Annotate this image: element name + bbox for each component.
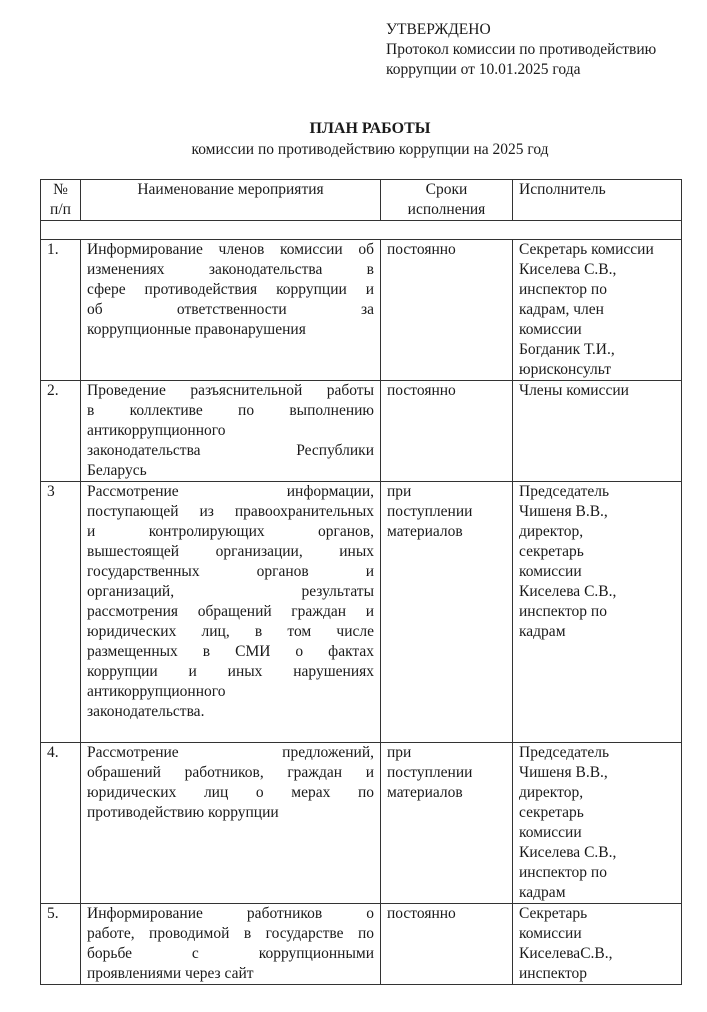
activity-line: проявлениями через сайт [87,965,254,982]
executor-line: кадрам, член [519,301,604,318]
activity-line: антикоррупционного [87,422,226,439]
executor-line: инспектор по [519,864,607,881]
executor-line: Киселева С.В., [519,844,617,861]
executor-line: комиссии [519,925,582,942]
executor-line: директор, [519,784,584,801]
activity-line: и контролирующих органов, [87,523,374,540]
activity-line: Беларусь [87,462,147,479]
row-number: 2. [41,381,81,482]
header-number: № п/п [41,180,81,221]
table-row [41,904,682,985]
executor-line: юрисконсульт [519,361,612,378]
term-line: постоянно [387,382,456,399]
row-term [381,904,513,985]
executor-line: директор, [519,523,584,540]
document-title: ПЛАН РАБОТЫ [309,120,431,137]
row-executor [513,904,682,985]
row-executor [513,240,682,381]
activity-line: рассмотрения обращений граждан и [87,603,374,620]
activity-line: вышестоящей организации, иных [87,543,374,560]
approval-line-2: коррупции от 10.01.2025 года [386,61,581,78]
executor-line: инспектор по [519,603,607,620]
table-row [41,381,682,482]
executor-line: Председатель [519,483,610,500]
activity-line: изменениях законодательства в [87,261,374,278]
row-number: 1. [41,240,81,381]
row-activity [81,240,381,381]
row-activity [81,482,381,743]
executor-line: Киселева С.В., [519,261,617,278]
term-line: постоянно [387,241,456,258]
activity-line: юридических лиц, в том числе [87,623,374,640]
activity-line: юридических лиц о мерах по [87,784,374,801]
activity-line: антикоррупционного [87,683,226,700]
activity-line: законодательства Республики [87,442,374,459]
activity-line: сфере противодействия коррупции и [87,281,374,298]
executor-line: Чишеня В.В., [519,764,608,781]
row-number: 4. [41,743,81,904]
term-line: материалов [387,784,463,801]
header-activity: Наименование мероприятия [81,180,381,221]
activity-line: государственных органов и [87,563,374,580]
row-number: 3 [41,482,81,743]
activity-line: Рассмотрение информации, [87,483,374,500]
activity-line: в коллективе по выполнению [87,402,374,419]
table-row [41,743,682,904]
approval-line-1: Протокол комиссии по противодействию [386,41,657,58]
activity-line: работе, проводимой в государстве по [87,925,374,942]
activity-line: Проведение разъяснительной работы [87,382,374,399]
executor-line: кадрам [519,884,566,901]
activity-line: поступающей из правоохранительных [87,503,374,520]
row-activity [81,904,381,985]
activity-line: Информирование членов комиссии об [87,241,374,258]
term-line: при [387,483,412,500]
term-line: при [387,744,412,761]
term-line: поступлении [387,503,473,520]
approval-stamp [386,20,701,80]
table-row [41,240,682,381]
executor-line: комиссии [519,321,582,338]
executor-line: комиссии [519,563,582,580]
activity-line: Рассмотрение предложений, [87,744,374,761]
activity-line: обрашений работников, граждан и [87,764,374,781]
activity-line: противодействию коррупции [87,804,279,821]
activity-line: об ответственности за [87,301,374,318]
row-executor [513,482,682,743]
work-plan-table [40,179,682,985]
executor-line: кадрам [519,623,566,640]
activity-line: организаций, результаты [87,583,374,600]
header-term: Сроки исполнения [381,180,513,221]
table-spacer-row [41,221,682,240]
row-executor [513,381,682,482]
executor-line: КиселеваС.В., [519,945,613,962]
row-executor [513,743,682,904]
row-number: 5. [41,904,81,985]
table-row [41,482,682,743]
executor-line: секретарь [519,804,584,821]
row-term [381,743,513,904]
activity-line: коррупционные правонарушения [87,321,306,338]
activity-line: борьбе с коррупционными [87,945,374,962]
row-term [381,381,513,482]
executor-line: Члены комиссии [519,382,629,399]
activity-line: размещенных в СМИ о фактах [87,643,374,660]
executor-line: Секретарь [519,905,588,922]
row-activity [81,381,381,482]
row-term [381,482,513,743]
approval-heading: УТВЕРЖДЕНО [386,21,491,38]
term-line: постоянно [387,905,456,922]
executor-line: Председатель [519,744,610,761]
document-subtitle: комиссии по противодействию коррупции на 2025 год [191,141,549,158]
activity-line: коррупции и иных нарушениях [87,663,374,680]
executor-line: комиссии [519,824,582,841]
activity-line: Информирование работников о [87,905,374,922]
table-header-row [41,180,682,221]
executor-line: инспектор [519,965,588,982]
term-line: материалов [387,523,463,540]
executor-line: секретарь [519,543,584,560]
executor-line: Чишеня В.В., [519,503,608,520]
executor-line: Секретарь комиссии [519,241,654,258]
executor-line: инспектор по [519,281,607,298]
activity-line: законодательства. [87,703,205,720]
row-term [381,240,513,381]
executor-line: Богданик Т.И., [519,341,615,358]
executor-line: Киселева С.В., [519,583,617,600]
header-executor: Исполнитель [513,180,682,221]
term-line: поступлении [387,764,473,781]
row-activity [81,743,381,904]
